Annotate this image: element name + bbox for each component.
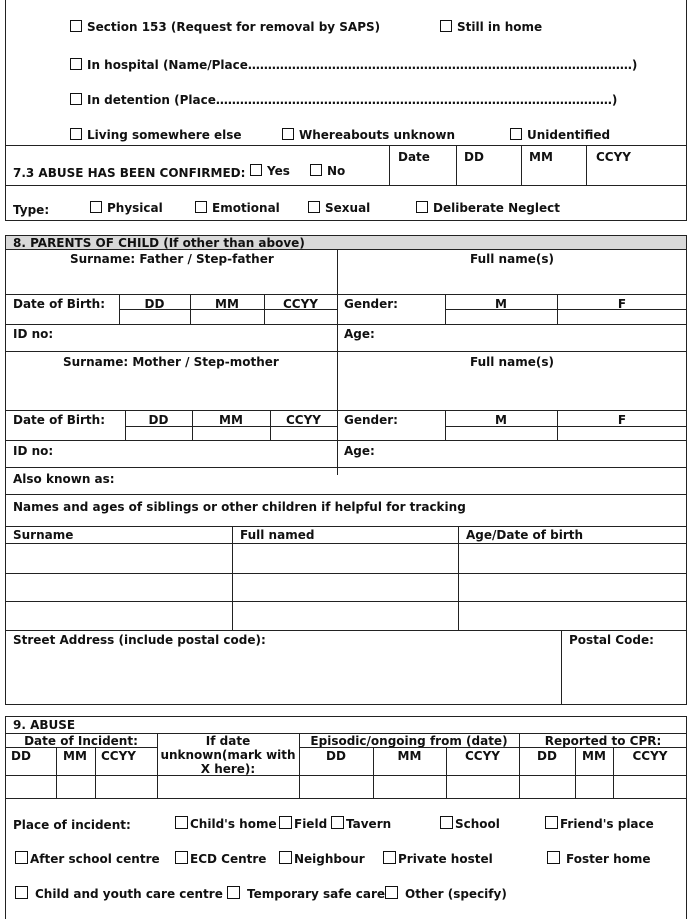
- checkbox-icon[interactable]: [70, 20, 82, 32]
- type-neglect[interactable]: Deliberate Neglect: [416, 201, 560, 215]
- option-whereabouts[interactable]: Whereabouts unknown: [282, 128, 455, 142]
- postal-code-label: Postal Code:: [569, 633, 654, 647]
- dob-father-label: Date of Birth:: [13, 297, 106, 311]
- abuse-confirmed-label: 7.3 ABUSE HAS BEEN CONFIRMED:: [13, 166, 246, 180]
- surname-mother-label: Surname: Mother / Step-mother: [63, 355, 279, 369]
- option-still-home[interactable]: Still in home: [440, 20, 542, 34]
- street-address-label: Street Address (include postal code):: [13, 633, 266, 647]
- type-emotional[interactable]: Emotional: [195, 201, 280, 215]
- full-names-mother-label: Full name(s): [470, 355, 554, 369]
- confirmed-yes[interactable]: Yes: [250, 164, 290, 178]
- checkbox-icon[interactable]: [310, 164, 322, 176]
- gender-father-label: Gender:: [344, 297, 398, 311]
- place-tavern[interactable]: Tavern: [346, 817, 392, 831]
- gender-mother-m: M: [495, 413, 507, 427]
- date-mm-label: MM: [529, 150, 553, 164]
- type-label: Type:: [13, 203, 50, 217]
- date-dd-label: DD: [464, 150, 484, 164]
- col-full-named: Full named: [240, 528, 315, 542]
- place-friends[interactable]: Friend's place: [560, 817, 654, 831]
- checkbox-icon[interactable]: [70, 93, 82, 105]
- incident-dd: DD: [11, 749, 31, 763]
- date-ccyy-label: CCYY: [596, 150, 631, 164]
- place-temp-safe[interactable]: Temporary safe care: [247, 887, 386, 901]
- place-school[interactable]: School: [455, 817, 500, 831]
- option-hospital[interactable]: In hospital (Name/Place……………………………………………………………………………………): [70, 58, 637, 72]
- date-incident-label: Date of Incident:: [24, 734, 138, 748]
- place-other[interactable]: Other (specify): [405, 887, 507, 901]
- checkbox-icon[interactable]: [385, 886, 398, 899]
- aka-label: Also known as:: [13, 472, 115, 486]
- reported-cpr-label: Reported to CPR:: [544, 734, 662, 748]
- place-foster[interactable]: Foster home: [566, 852, 651, 866]
- place-field[interactable]: Field: [294, 817, 328, 831]
- type-sexual[interactable]: Sexual: [308, 201, 370, 215]
- section9-title: 9. ABUSE: [13, 718, 76, 732]
- checkbox-icon[interactable]: [70, 128, 82, 140]
- option-living-else[interactable]: Living somewhere else: [70, 128, 242, 142]
- checkbox-icon[interactable]: [510, 128, 522, 140]
- full-names-father-label: Full name(s): [470, 252, 554, 266]
- place-neighbour[interactable]: Neighbour: [294, 852, 365, 866]
- gender-father-f: F: [617, 297, 627, 311]
- place-ecd[interactable]: ECD Centre: [190, 852, 267, 866]
- checkbox-icon[interactable]: [440, 20, 452, 32]
- checkbox-icon[interactable]: [282, 128, 294, 140]
- if-unknown-label: If date unknown(mark with X here):: [160, 734, 296, 776]
- checkbox-icon[interactable]: [279, 816, 292, 829]
- episodic-dd: DD: [326, 749, 346, 763]
- place-incident-label: Place of incident:: [13, 818, 131, 832]
- reported-mm: MM: [582, 749, 606, 763]
- checkbox-icon[interactable]: [15, 851, 28, 864]
- incident-mm: MM: [63, 749, 87, 763]
- checkbox-icon[interactable]: [250, 164, 262, 176]
- dob-father-mm: MM: [215, 297, 239, 311]
- place-after-school[interactable]: After school centre: [30, 852, 160, 866]
- dob-mother-label: Date of Birth:: [13, 413, 106, 427]
- checkbox-icon[interactable]: [195, 201, 207, 213]
- date-label: Date: [398, 150, 430, 164]
- dob-father-dd: DD: [144, 297, 165, 311]
- checkbox-icon[interactable]: [547, 851, 560, 864]
- incident-ccyy: CCYY: [101, 749, 136, 763]
- gender-mother-f: F: [617, 413, 627, 427]
- checkbox-icon[interactable]: [175, 851, 188, 864]
- dob-father-ccyy: CCYY: [283, 297, 318, 311]
- age-mother-label: Age:: [344, 444, 375, 458]
- col-surname: Surname: [13, 528, 74, 542]
- dob-mother-ccyy: CCYY: [286, 413, 321, 427]
- col-age-dob: Age/Date of birth: [466, 528, 584, 542]
- gender-father-m: M: [495, 297, 507, 311]
- episodic-mm: MM: [397, 749, 422, 763]
- siblings-label: Names and ages of siblings or other children if helpful for tracking: [13, 500, 466, 514]
- checkbox-icon[interactable]: [308, 201, 320, 213]
- dob-mother-mm: MM: [219, 413, 243, 427]
- place-childs-home[interactable]: Child's home: [190, 817, 277, 831]
- dob-mother-dd: DD: [148, 413, 169, 427]
- age-father-label: Age:: [344, 327, 375, 341]
- section8-title: 8. PARENTS OF CHILD (If other than above): [13, 236, 305, 250]
- option-unidentified[interactable]: Unidentified: [510, 128, 610, 142]
- checkbox-icon[interactable]: [383, 851, 396, 864]
- type-physical[interactable]: Physical: [90, 201, 163, 215]
- checkbox-icon[interactable]: [440, 816, 453, 829]
- checkbox-icon[interactable]: [90, 201, 102, 213]
- reported-dd: DD: [537, 749, 557, 763]
- option-section153[interactable]: Section 153 (Request for removal by SAPS): [70, 20, 380, 34]
- place-child-youth[interactable]: Child and youth care centre: [35, 887, 223, 901]
- id-mother-label: ID no:: [13, 444, 54, 458]
- checkbox-icon[interactable]: [227, 886, 240, 899]
- checkbox-icon[interactable]: [279, 851, 292, 864]
- confirmed-no[interactable]: No: [310, 164, 345, 178]
- checkbox-icon[interactable]: [416, 201, 428, 213]
- option-detention[interactable]: In detention (Place………………………………………………………………………………………): [70, 93, 617, 107]
- gender-mother-label: Gender:: [344, 413, 398, 427]
- checkbox-icon[interactable]: [175, 816, 188, 829]
- episodic-label: Episodic/ongoing from (date): [310, 734, 508, 748]
- checkbox-icon[interactable]: [545, 816, 558, 829]
- episodic-ccyy: CCYY: [465, 749, 500, 763]
- reported-ccyy: CCYY: [632, 749, 668, 763]
- checkbox-icon[interactable]: [331, 816, 344, 829]
- checkbox-icon[interactable]: [70, 58, 82, 70]
- id-father-label: ID no:: [13, 327, 54, 341]
- surname-father-label: Surname: Father / Step-father: [70, 252, 274, 266]
- place-private-hostel[interactable]: Private hostel: [398, 852, 493, 866]
- checkbox-icon[interactable]: [15, 886, 28, 899]
